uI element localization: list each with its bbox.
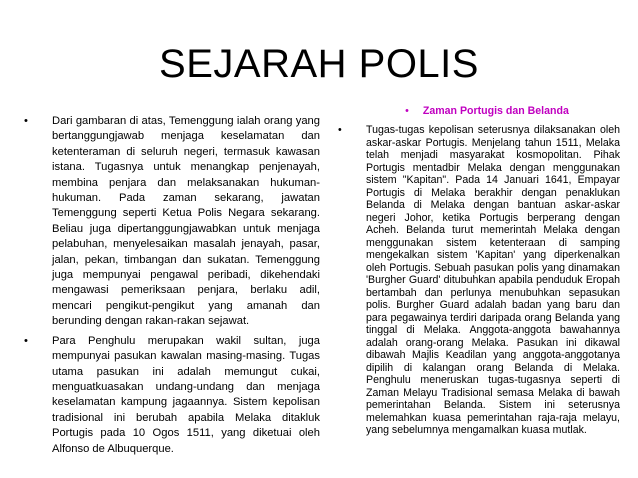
bullet-item-penghulu xyxy=(16,334,320,457)
slide-title: SEJARAH POLIS xyxy=(159,42,479,86)
left-bullet-list xyxy=(16,114,320,457)
right-bullet-list xyxy=(330,124,620,437)
left-column xyxy=(16,114,320,461)
bullet-icon: • xyxy=(405,105,409,117)
bullet-icon: • xyxy=(24,334,28,347)
bullet-item-temenggung xyxy=(16,114,320,330)
paragraph-temenggung: Dari gambaran di atas, Temenggung ialah orang yang bertanggungjawab menjaga keselamatan dan ketenteraman di seluruh negeri, termasuk kawasan istana. Tugasnya untuk menangkap penjenayah, membina penjara dan melaksanakan hukuman-hukuman. Pada zaman sekarang, jawatan Temenggung seperti Ketua Polis Negara sekarang. Beliau juga dipertanggungjawabkan untuk menjaga pelabuhan, menyelesaikan masalah jenayah, pasar, jalan, pekan, timbangan dan sukatan. Temenggung juga mempunyai pengawal peribadi, dikehendaki mengawasi pemeriksaan penjara, berlaku adil, mencari pengikut-pengikut yang amanah dan berunding dengan rakan-rakan sejawat. xyxy=(52,115,320,328)
section-heading xyxy=(330,104,620,118)
paragraph-penghulu: Para Penghulu merupakan wakil sultan, juga mempunyai pasukan kawalan masing-masing. Tugas utama pasukan ini adalah memungut cukai, menguatkuasakan undang-undang dan menjaga keselamatan kampung jagaannya. Sistem kepolisan tradisional ini berubah apabila Melaka ditakluk Portugis pada 10 Ogos 1511, yang diketuai oleh Alfonso de Albuquerque. xyxy=(52,334,320,455)
bullet-item-portugis-belanda xyxy=(330,124,620,437)
bullet-icon: • xyxy=(338,124,342,136)
paragraph-portugis-belanda: Tugas-tugas kepolisan seterusnya dilaksanakan oleh askar-askar Portugis. Menjelang tahun 1511, Melaka telah menjadi masyarakat kosmopolitan. Pihak Portugis mentadbir Melaka dengan menggunakan sistem "Kapitan". Pada 14 Januari 1641, Empayar Portugis di Melaka berakhir dengan penaklukan Belanda di Melaka dengan bantuan askar-askar negeri Johor, ketika Portugis berperang dengan Acheh. Belanda turut memerintah Melaka dengan menggunakan sistem ketenteraan di samping mengekalkan sistem 'Kapitan' yang diperkenalkan oleh Portugis. Sebuah pasukan polis yang dinamakan 'Burgher Guard' ditubuhkan apabila penduduk Eropah bertambah dan perlunya menubuhkan sepasukan polis. Burgher Guard adalah badan yang baru dan para pegawainya terdiri daripada orang Belanda yang tinggal di Melaka. Anggota-anggota bawahannya adalah orang-orang Melaka. Pasukan ini dikawal dibawah Majlis Keadilan yang anggota-anggotanya dipilih di kalangan orang Belanda di Melaka. Penghulu meneruskan tugas-tugasnya seperti di Zaman Melayu Tradisional semasa Melaka di bawah pemerintahan Belanda. Sistem ini seterusnya melemahkan kuasa pemerintahan raja-raja melayu, yang sebelumnya mengamalkan kuasa mutlak. xyxy=(366,124,620,436)
bullet-icon: • xyxy=(24,115,28,127)
section-heading-text: Zaman Portugis dan Belanda xyxy=(422,105,569,117)
right-column xyxy=(330,104,620,437)
